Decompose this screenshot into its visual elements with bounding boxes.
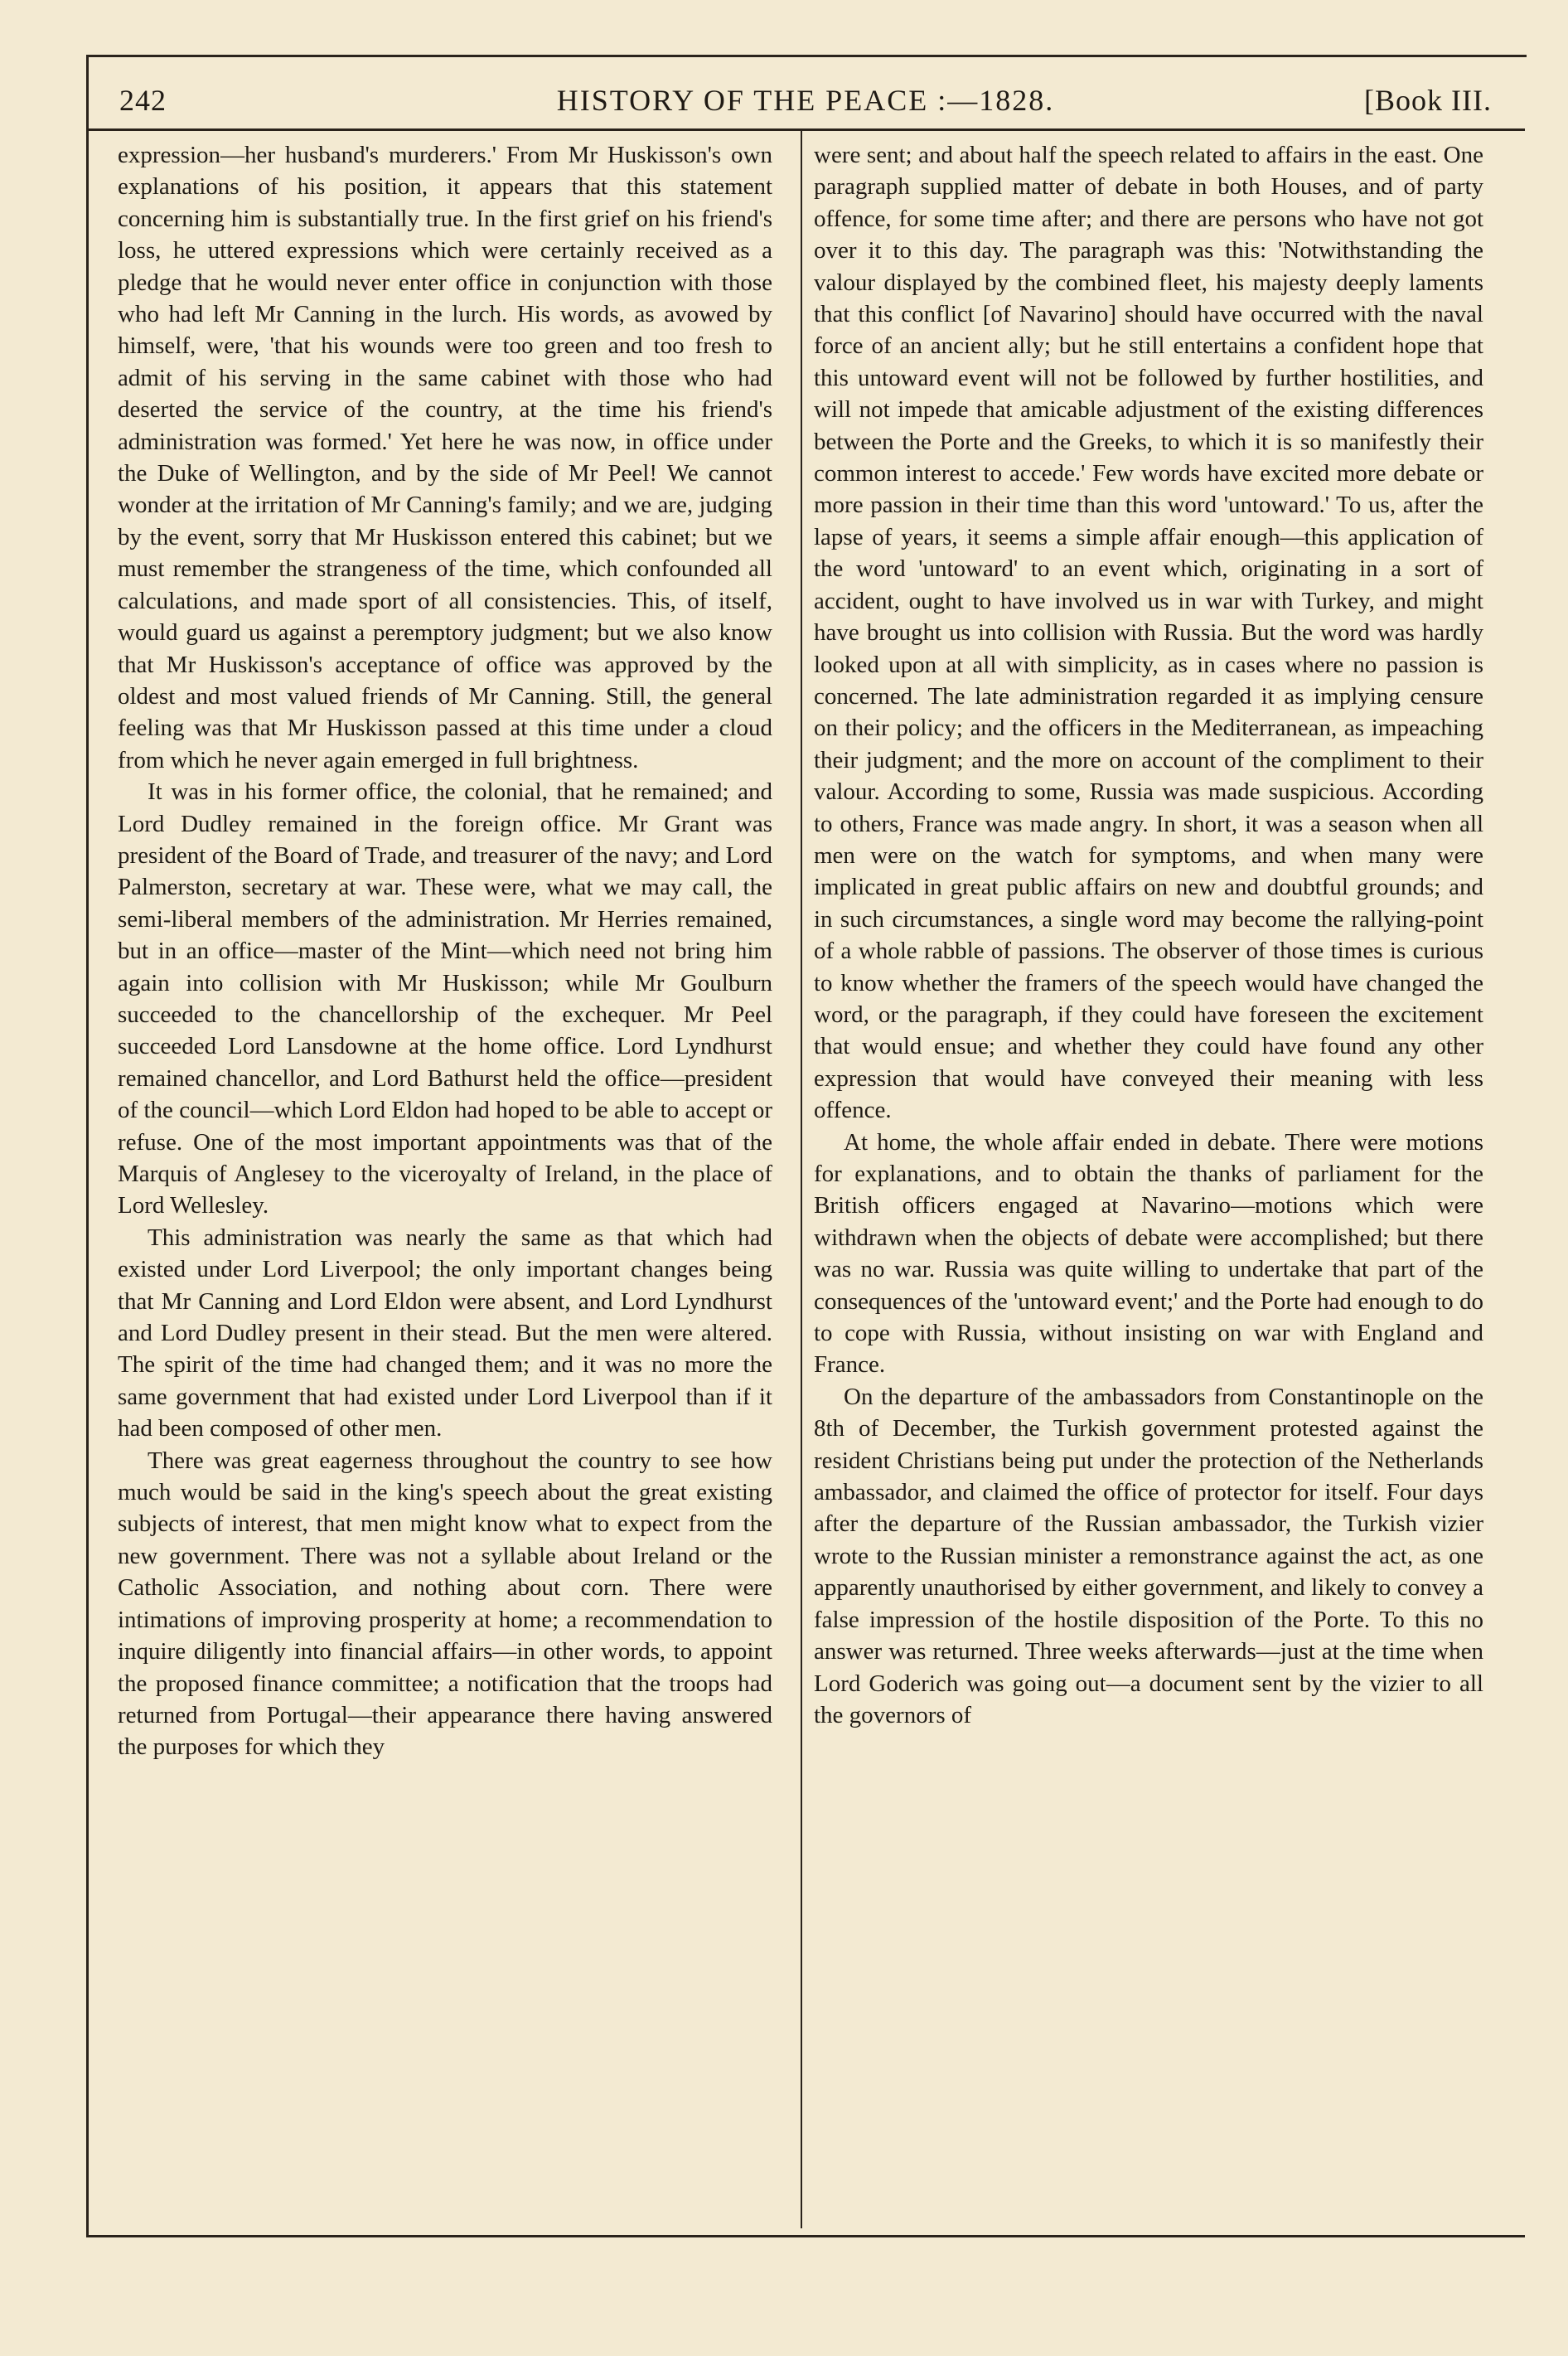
paragraph: expression—her husband's murderers.' From Mr Huskisson's own explanations of his position, it appears that this statement concerning him is substantially true. In the first grief on his friend's loss, he uttered expressions which were certainly received as a pledge that he would never enter office in conjunction with those who had left Mr Canning in the lurch. His words, as avowed by himself, were, 'that his wounds were too green and too fresh to admit of his serving in the same cabinet with those who had deserted the service of the country, at the time his friend's administration was formed.' Yet here he was now, in office under the Duke of Wellington, and by the side of Mr Peel! We cannot wonder at the irritation of Mr Canning's family; and we are, judging by the event, sorry that Mr Huskisson entered this cabinet; but we must remember the strangeness of the time, which confounded all calculations, and made sport of all consistencies. This, of itself, would guard us against a peremptory judgment; but we also know that Mr Huskisson's acceptance of office was approved by the oldest and most valued friends of Mr Canning. Still, the general feeling was that Mr Huskisson passed at this time under a cloud from which he never again emerged in full brightness. bbox=[118, 142, 772, 773]
paragraph: There was great eagerness throughout the country to see how much would be said in the king's speech about the great existing subjects of interest, that men might know what to expect from the new government. There was not a syllable about Ireland or the Catholic Association, and nothing about corn. There were intimations of improving prosperity at home; a recommendation to inquire diligently into financial affairs—in other words, to appoint the proposed finance committee; a notification that the troops had returned from Portugal—their appearance there having answered the purposes for which they bbox=[118, 1447, 772, 1761]
header-rule bbox=[86, 128, 1525, 131]
column-divider bbox=[801, 131, 802, 2228]
paragraph: At home, the whole affair ended in debate. There were motions for explanations, and to obtain the thanks of parliament for the British officers engaged at Navarino—motions which were withdrawn when the objects of debate were accomplished; but there was no war. Russia was quite willing to undertake that part of the consequences of the 'untoward event;' and the Porte had enough to do to cope with Russia, without insisting on war with England and France. bbox=[814, 1128, 1483, 1379]
paragraph: On the departure of the ambassadors from Constantinople on the 8th of December, the Turkish government protested against the resident Christians being put under the protection of the Netherlands ambassador, and claimed the office of protector for itself. Four days after the departure of the Russian ambassador, the Turkish vizier wrote to the Russian minister a remonstrance against the act, as one apparently unauthorised by either government, and likely to convey a false impression of the hostile disposition of the Porte. To this no answer was returned. Three weeks afterwards—just at the time when Lord Goderich was going out—a document sent by the vizier to all the governors of bbox=[814, 1383, 1483, 1728]
running-title: HISTORY OF THE PEACE :—1828. bbox=[556, 84, 1055, 117]
right-column bbox=[814, 139, 1483, 1731]
book-reference: [Book III. bbox=[1364, 84, 1492, 117]
page-number: 242 bbox=[119, 84, 167, 117]
bottom-rule bbox=[86, 2235, 1525, 2237]
paragraph: This administration was nearly the same as that which had existed under Lord Liverpool; the only important changes being that Mr Canning and Lord Eldon were absent, and Lord Lyndhurst and Lord Dudley present in their stead. But the men were altered. The spirit of the time had changed them; and it was no more the same government that had existed under Lord Liverpool than if it had been composed of other men. bbox=[118, 1224, 772, 1442]
left-column bbox=[118, 139, 772, 1763]
paragraph: It was in his former office, the colonial, that he remained; and Lord Dudley remained in the foreign office. Mr Grant was president of the Board of Trade, and treasurer of the navy; and Lord Palmerston, secretary at war. These were, what we may call, the semi-liberal members of the administration. Mr Herries remained, but in an office—master of the Mint—which need not bring him again into collision with Mr Huskisson; while Mr Goulburn succeeded to the chancellorship of the exchequer. Mr Peel succeeded Lord Lansdowne at the home office. Lord Lyndhurst remained chancellor, and Lord Bathurst held the office—president of the council—which Lord Eldon had hoped to be able to accept or refuse. One of the most important appointments was that of the Marquis of Anglesey to the viceroyalty of Ireland, in the place of Lord Wellesley. bbox=[118, 778, 772, 1219]
running-header bbox=[86, 80, 1525, 129]
paragraph: were sent; and about half the speech related to affairs in the east. One paragraph supplied matter of debate in both Houses, and of party offence, for some time after; and there are persons who have not got over it to this day. The paragraph was this: 'Notwithstanding the valour displayed by the combined fleet, his majesty deeply laments that this conflict [of Navarino] should have occurred with the naval force of an ancient ally; but he still entertains a confident hope that this untoward event will not be followed by further hostilities, and will not impede that amicable adjustment of the existing differences between the Porte and the Greeks, to which it is so manifestly their common interest to accede.' Few words have excited more debate or more passion in their time than this word 'untoward.' To us, after the lapse of years, it seems a simple affair enough—this application of the word 'untoward' to an event which, originating in a sort of accident, ought to have involved us in war with Turkey, and might have brought us into collision with Russia. But the word was hardly looked upon at all with simplicity, as in cases where no passion is concerned. The late administration regarded it as implying censure on their policy; and the officers in the Mediterranean, as impeaching their judgment; and the more on account of the compliment to their valour. According to some, Russia was made suspicious. According to others, France was made angry. In short, it was a season when all men were on the watch for symptoms, and when many were implicated in great public affairs on new and doubtful grounds; and in such circumstances, a single word may become the rallying-point of a whole rabble of passions. The observer of those times is curious to know whether the framers of the speech would have changed the word, or the paragraph, if they could have foreseen the excitement that would ensue; and whether they could have found any other expression that would have conveyed their meaning with less offence. bbox=[814, 142, 1483, 1124]
